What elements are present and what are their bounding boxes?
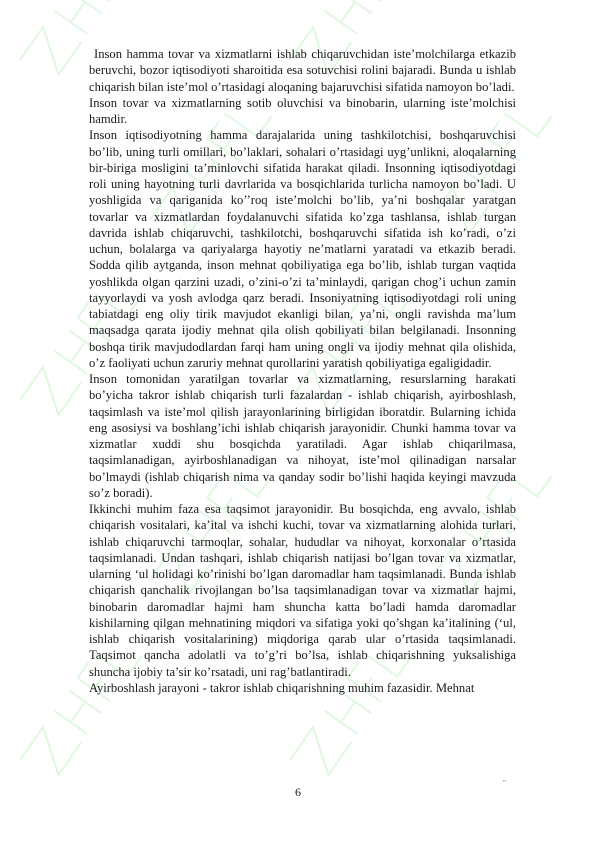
paragraph-exchange: Ayirboshlash jarayoni - takror ishlab chiqarishning muhim fazasidir. Mehnat xyxy=(89,680,475,695)
paragraph-reproduction-phases: Inson tomonidan yaratilgan tovarlar va xizmatlarning, resurslarning harakati bo’yicha takror ishlab chiqarish turli fazalardan - ishlab chiqarish, ayirboshlash, taqsimlash va iste’mol qilish jarayonlarining birligidan iboratdir. Bularning ichida eng asosiysi va boshlang’ichi ishlab chiqarish jarayonidir. Chunki hamma tovar va xizmatlar xuddi shu bosqichda yaratiladi. Agar ishlab chiqarilmasa, taqsimlanadigan, ayirboshlanadigan va nihoyat, iste’mol qilinadigan narsalar bo’lmaydi (ishlab chiqarish nima va qanday sodir bo’lishi haqida keyingi mavzuda so’z boradi). xyxy=(89,372,516,500)
paragraph-seller-role: Inson hamma tovar va xizmatlarni ishlab chiqaruvchidan iste’molchilarga etkazib beruvchi, bozor iqtisodiyoti sharoitida esa sotuvchisi rolini bajaradi. Bunda u ishlab chiqarish bilan iste’mol o’rtasidagi aloqaning bajaruvchisi sifatida namoyon bo’ladi. xyxy=(89,47,516,94)
corner-mark: " xyxy=(503,779,506,787)
page-number: 6 xyxy=(295,785,301,799)
paragraph-distribution: Ikkinchi muhim faza esa taqsimot jarayonidir. Bu bosqichda, eng avvalo, ishlab chiqarish vositalari, ka’ital va ishchi kuchi, tovar va xizmatlarning alohida turlari, ishlab chiqaruvchi tarmoqlar, sohalar, hududlar va nihoyat, korxonalar o’rtasida taqsimlanadi. Undan tashqari, ishlab chiqarish natijasi bo’lgan tovar va xizmatlar, ularning ‘ul holidagi ko’rinishi bo’lgan daromadlar ham taqsimlanadi. Bunda ishlab chiqarish qanchalik rivojlangan bo’lsa taqsimlanadigan tovar va xizmatlar hajmi, binobarin daromadlar hajmi ham shuncha katta bo’ladi hamda daromadlar kishilarning qilgan mehnatining miqdori va sifatiga yoki qo’shgan ka’italining (‘ul, ishlab chiqarish vositalarining) miqdoriga qarab ular o’rtasida taqsimlanadi. Taqsimot qancha adolatli va to’g’ri bo’lsa, ishlab chiqarishning yuksalishiga shuncha ijobiy ta’sir ko’rsatadi, uni rag’batlantiradi. xyxy=(89,502,516,679)
paragraph-buyer-role: Inson tovar va xizmatlarning sotib oluvchisi va binobarin, ularning iste’molchisi hamdir. xyxy=(89,95,516,126)
paragraph-organizer-role: Inson iqtisodiyotning hamma darajalarida uning tashkilotchisi, boshqaruvchisi bo’lib, uning turli omillari, bo’laklari, sohalari o’rtasidagi uyg’unlikni, aloqalarning bir-biriga mosligini ta’minlovchi sifatida harakat qiladi. Insonning iqtisodiyotdagi roli uning hayotning turli davrlarida va bosqichlarida turlicha namoyon bo’ladi. U yoshligida va qariganida ko’’roq iste’molchi bo’lib, ya’ni boshqalar yaratgan tovarlar va xizmatlardan foydalanuvchi sifatida ko’zga tashlansa, ishlab turgan davrida ishlab chiqaruvchi, tashkilotchi, boshqaruvchi sifatida ish ko’radi, o’zi uchun, bolalarga va qariyalarga hayotiy ne’matlarni yaratadi va etkazib beradi. Sodda qilib aytganda, inson mehnat qobiliyatiga ega bo’lib, ishlab turgan vaqtida yoshlikda olgan qarzini uzadi, o’zini-o’zi ta’minlaydi, qarigan chog’i uchun zamin tayyorlaydi va yosh avlodga qarz beradi. Insoniyatning iqtisodiyotdagi roli uning tabiatdagi eng oliy tirik mavjudot ekanligi bilan, ya’ni, ongli ravishda ma’lum maqsadga qarata ijodiy mehnat qila olish qobiliyati bilan belgilanadi. Insonning boshqa tirik mavjudodlardan farqi ham uning ongli va ijodiy mehnat qila olishida, o’z faoliyati uchun zaruriy mehnat qurollarini yaratish qobiliyatiga egaligidadir. xyxy=(89,128,516,370)
document-body xyxy=(89,46,516,696)
